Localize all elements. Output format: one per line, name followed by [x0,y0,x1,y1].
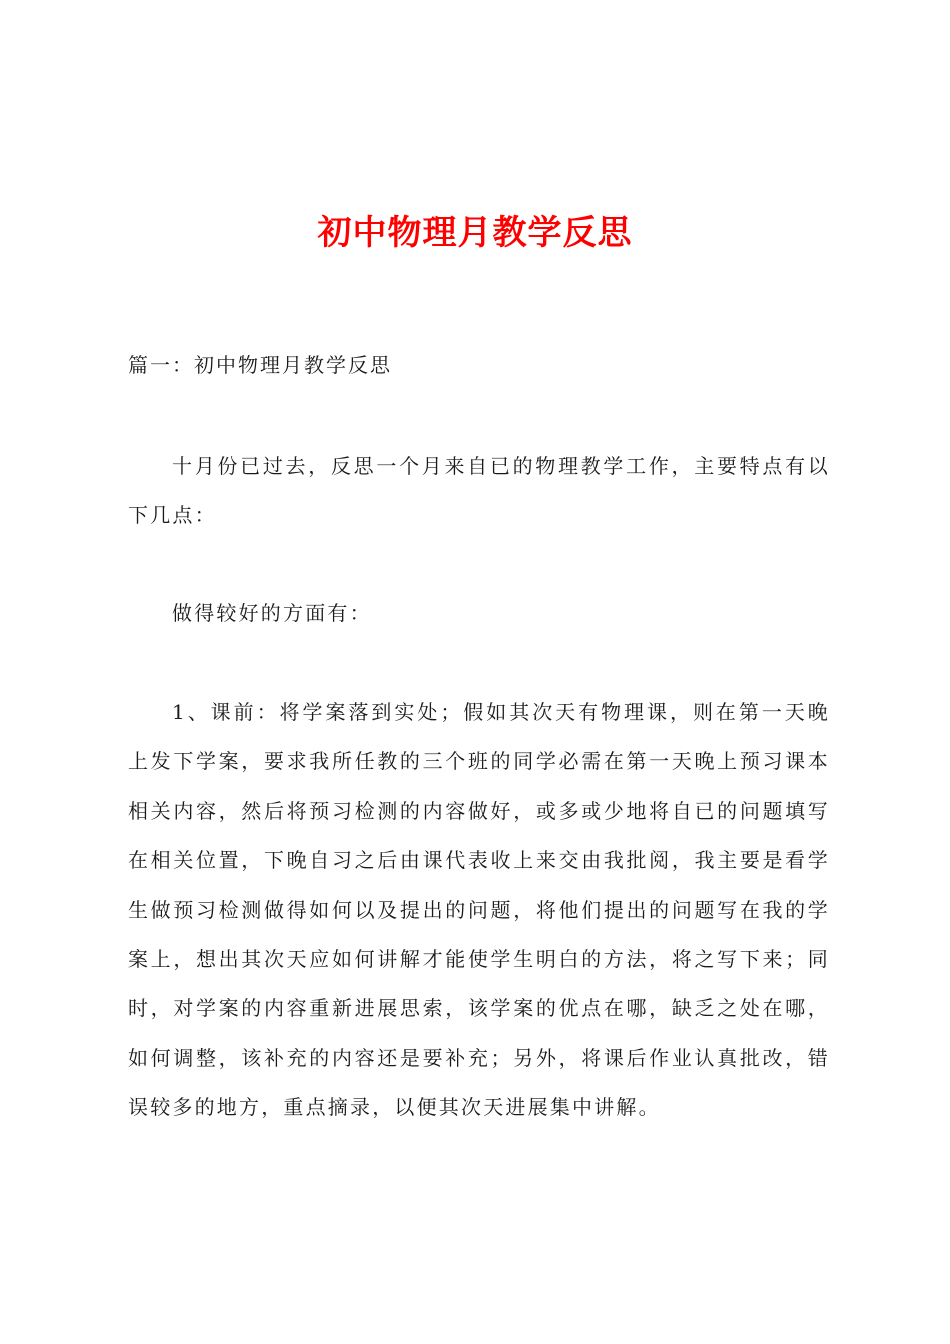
paragraph-point-one: 1、课前：将学案落到实处；假如其次天有物理课，则在第一天晚上发下学案，要求我所任教的三个班的同学必需在第一天晚上预习课本相关内容，然后将预习检测的内容做好，或多或少地将自已的问题填写在相关位置，下晚自习之后由课代表收上来交由我批阅，我主要是看学生做预习检测做得如何以及提出的问题，将他们提出的问题写在我的学案上，想出其次天应如何讲解才能使学生明白的方法，将之写下来；同时，对学案的内容重新进展思索，该学案的优点在哪，缺乏之处在哪，如何调整，该补充的内容还是要补充；另外，将课后作业认真批改，错误较多的地方，重点摘录，以便其次天进展集中讲解。 [128,700,830,1120]
document-title: 初中物理月教学反思 [317,213,633,253]
section-label: 篇一：初中物理月教学反思 [128,353,392,377]
paragraph-intro: 十月份已过去，反思一个月来自已的物理教学工作，主要特点有以下几点： [128,454,830,528]
paragraph-strengths-heading: 做得较好的方面有： [172,601,372,625]
